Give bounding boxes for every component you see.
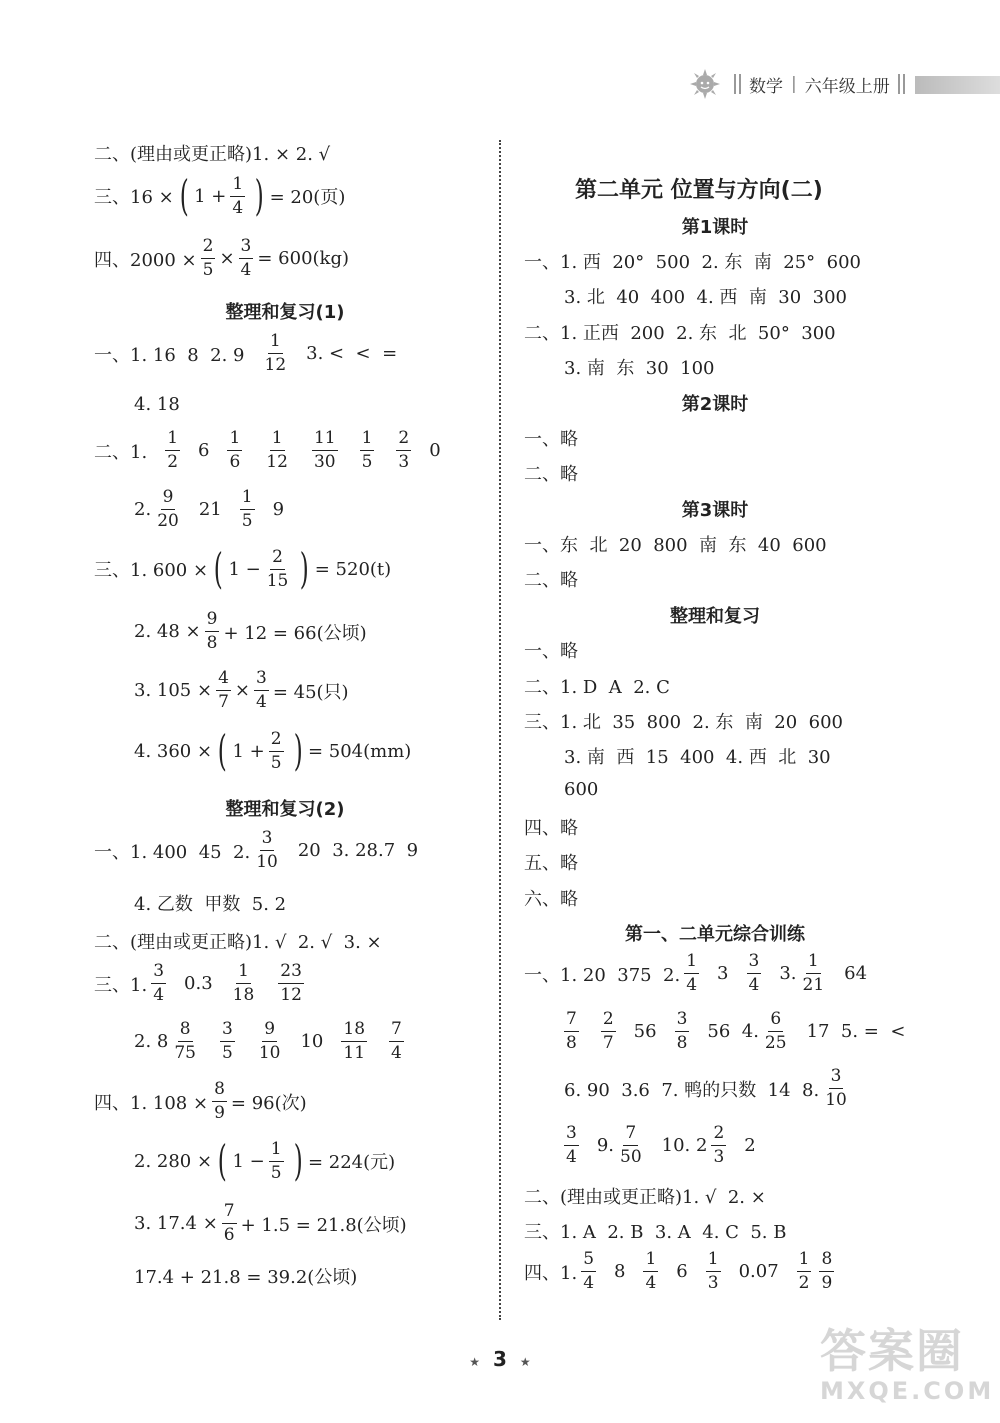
section-heading: 整理和复习(1) — [225, 302, 345, 323]
answer-text: 3 — [717, 963, 729, 984]
answer-text: 四、1. — [524, 1262, 578, 1284]
fraction: $\frac{1}{4}$ — [686, 951, 698, 995]
answer-text: 1 + — [194, 185, 227, 207]
header-bars — [898, 74, 905, 94]
fraction: $\frac{1}{21}$ — [802, 951, 825, 995]
answer-text: 8 — [614, 1261, 626, 1282]
answer-line — [134, 890, 286, 916]
answer-line — [94, 140, 330, 166]
star-icon: ★ — [519, 1355, 531, 1369]
fraction: $\frac{3}{4}$ — [153, 961, 165, 1005]
answer-text: 4. 360 × — [134, 740, 213, 762]
answer-text: 六、略 — [524, 889, 578, 910]
header-separator: | — [791, 74, 797, 94]
answer-line — [524, 566, 578, 592]
answer-text: 四、1. 108 × — [94, 1092, 209, 1114]
section-heading: 整理和复习 — [670, 606, 760, 627]
answer-line — [524, 248, 861, 274]
answer-text: 四、略 — [524, 818, 578, 839]
answer-text: 2 — [744, 1135, 756, 1156]
left-paren: ( — [217, 726, 227, 775]
answer-line — [134, 394, 180, 415]
answer-line — [564, 779, 598, 800]
answer-text: + 12 = 66(公顷) — [223, 622, 367, 644]
fraction: $\frac{8}{9}$ — [214, 1079, 225, 1123]
answer-line — [94, 544, 392, 593]
answer-line — [524, 885, 578, 911]
answer-line — [524, 708, 843, 734]
answer-text: 二、1. D A 2. C — [524, 677, 670, 698]
answer-text: 五、略 — [524, 853, 578, 874]
section-heading: 整理和复习(2) — [225, 799, 345, 820]
answer-text: 20 3. 28.7 9 — [297, 840, 419, 861]
fraction: $\frac{2}{15}$ — [266, 546, 289, 591]
answer-text: = 20(页) — [269, 187, 346, 208]
fraction: $\frac{1}{4}$ — [645, 1249, 657, 1293]
answer-text: 0.3 — [184, 973, 213, 994]
answer-text: 四、2000 × — [94, 249, 197, 271]
answer-line — [524, 1218, 786, 1244]
answer-text: × — [219, 248, 235, 269]
answer-text: = 600(kg) — [257, 248, 350, 269]
answer-text: 1 − — [232, 1150, 265, 1172]
answer-text: 0.07 — [738, 1261, 779, 1282]
watermark-logo-text: 答案圈 — [820, 1324, 964, 1378]
answer-text: 56 4. — [707, 1021, 759, 1042]
answer-text: 二、1. — [94, 441, 148, 463]
answer-text: 一、略 — [524, 429, 578, 450]
watermark — [820, 1325, 998, 1420]
fraction: $\frac{2}{5}$ — [202, 236, 214, 280]
answer-text: 三、1. A 2. B 3. A 4. C 5. B — [524, 1222, 787, 1243]
fraction: $\frac{2}{3}$ — [713, 1123, 725, 1167]
answer-text: 二、(理由或更正略)1. × 2. √ — [94, 144, 331, 165]
right-paren: ) — [293, 1136, 303, 1185]
answer-text: 21 — [198, 499, 222, 520]
fraction: $\frac{3}{4}$ — [255, 668, 267, 712]
answer-line — [564, 743, 831, 769]
answer-text: 三、16 × — [94, 187, 174, 208]
answer-line — [524, 319, 836, 345]
fraction: $\frac{18}{11}$ — [343, 1019, 366, 1063]
answer-text: 一、1. 16 8 2. 9 — [94, 344, 245, 366]
answer-text: 6 — [676, 1261, 688, 1282]
answer-text: 9 — [272, 499, 285, 520]
fraction: $\frac{1}{2}$ — [167, 428, 179, 472]
answer-line — [524, 460, 578, 486]
left-paren: ( — [217, 1136, 227, 1185]
lesson-heading: 第2课时 — [681, 394, 749, 415]
header-gray-bar — [915, 76, 1000, 94]
answer-text: 三、1. 北 35 800 2. 东 南 20 600 — [524, 712, 843, 733]
answer-text: 56 — [633, 1021, 657, 1042]
answer-text: = 520(t) — [314, 558, 392, 580]
answer-text: 3. 南 东 30 100 — [564, 358, 715, 379]
answer-text: + 1.5 = 21.8(公顷) — [240, 1214, 407, 1236]
answer-text: 0 — [429, 440, 441, 461]
answer-text: 3. — [779, 963, 797, 984]
answer-text: 2. — [134, 499, 152, 520]
fraction: $\frac{1}{4}$ — [232, 173, 244, 218]
answer-text: 1 + — [232, 740, 265, 762]
answer-line — [564, 283, 847, 309]
answer-text: = 96(次) — [230, 1092, 307, 1114]
fraction: $\frac{9}{20}$ — [157, 487, 179, 531]
answer-line — [564, 354, 715, 380]
answer-text: 2. 280 × — [134, 1150, 213, 1172]
answer-text: 2. 8 — [134, 1031, 169, 1052]
answer-text: 3. 17.4 × — [134, 1213, 218, 1234]
answer-line — [134, 1136, 396, 1185]
fraction: $\frac{2}{5}$ — [270, 728, 282, 773]
answer-text: 600 — [564, 779, 599, 800]
left-paren: ( — [179, 171, 189, 220]
fraction: $\frac{8}{9}$ — [821, 1249, 833, 1293]
answer-text: 二、1. 正西 200 2. 东 北 50° 300 — [524, 323, 836, 344]
answer-text: 一、略 — [524, 641, 578, 662]
answer-line — [94, 830, 418, 871]
fraction: $\frac{2}{7}$ — [602, 1009, 614, 1053]
fraction: $\frac{7}{6}$ — [223, 1201, 235, 1245]
answer-text: 17 5. = < — [806, 1021, 906, 1042]
answer-text: 4. 乙数 甲数 5. 2 — [134, 894, 287, 915]
answer-line — [134, 670, 349, 711]
fraction: $\frac{1}{2}$ — [798, 1249, 810, 1293]
answer-line — [134, 1263, 357, 1289]
answer-line — [560, 1125, 756, 1166]
fraction: $\frac{1}{5}$ — [270, 1138, 282, 1183]
answer-text: 6. 90 3.6 7. 鸭的只数 14 8. — [564, 1079, 820, 1101]
answer-text: 1 − — [228, 558, 261, 580]
fraction: $\frac{1}{12}$ — [266, 428, 288, 472]
answer-text: 4. 18 — [134, 394, 180, 415]
answer-line — [94, 963, 308, 1004]
fraction: $\frac{3}{8}$ — [676, 1009, 688, 1053]
answer-text: 一、1. 20 375 2. — [524, 964, 681, 986]
answer-line — [524, 531, 827, 557]
answer-text: 二、(理由或更正略)1. √ 2. × — [524, 1187, 766, 1208]
answer-line — [560, 1011, 905, 1052]
running-header — [690, 68, 913, 100]
answer-line — [94, 333, 397, 374]
answer-line — [524, 1183, 766, 1209]
sun-logo-icon — [690, 69, 720, 99]
answer-text: 9. — [596, 1135, 615, 1156]
answer-line — [524, 637, 578, 663]
answer-text: = 45(只) — [272, 681, 349, 703]
fraction: $\frac{1}{5}$ — [361, 428, 373, 472]
answer-line — [94, 928, 382, 954]
answer-line — [524, 425, 578, 451]
answer-line — [134, 611, 367, 652]
answer-text: 一、东 北 20 800 南 东 40 600 — [524, 535, 827, 556]
fraction: $\frac{23}{12}$ — [280, 961, 302, 1005]
lesson-heading: 第3课时 — [681, 500, 749, 521]
answer-line — [524, 814, 578, 840]
answer-line — [524, 673, 670, 699]
fraction: $\frac{4}{7}$ — [218, 668, 229, 712]
section-heading: 第一、二单元综合训练 — [625, 924, 805, 945]
right-paren: ) — [293, 726, 303, 775]
answer-text: 3. < < = — [306, 343, 398, 364]
star-icon: ★ — [469, 1355, 481, 1369]
answer-text: × — [234, 680, 250, 701]
answer-line — [524, 953, 867, 994]
answer-text: 64 — [844, 963, 868, 984]
answer-line — [134, 726, 412, 775]
header-subject: 数学 — [749, 76, 783, 97]
answer-text: 一、1. 西 20° 500 2. 东 南 25° 600 — [524, 252, 861, 273]
answer-text: 二、略 — [524, 570, 578, 591]
fraction: $\frac{11}{30}$ — [313, 428, 336, 472]
fraction: $\frac{3}{5}$ — [222, 1019, 233, 1063]
fraction: $\frac{3}{10}$ — [256, 828, 278, 872]
header-grade: 六年级上册 — [804, 76, 890, 97]
fraction: $\frac{9}{10}$ — [258, 1019, 281, 1063]
fraction: $\frac{7}{50}$ — [620, 1123, 642, 1167]
answer-text: 10. 2 — [661, 1135, 708, 1156]
answer-text: 三、1. 600 × — [94, 560, 209, 581]
unit-title: 第二单元 位置与方向(二) — [575, 178, 823, 203]
answer-line — [524, 1251, 838, 1292]
fraction: $\frac{1}{18}$ — [232, 961, 255, 1005]
column-divider — [499, 140, 501, 1320]
answer-text: 10 — [300, 1031, 324, 1052]
fraction: $\frac{7}{8}$ — [566, 1009, 577, 1053]
answer-text: 二、略 — [524, 464, 578, 485]
fraction: $\frac{1}{3}$ — [707, 1249, 719, 1293]
answer-line — [94, 430, 441, 471]
answer-text: 三、1. — [94, 974, 148, 996]
answer-text: 17.4 + 21.8 = 39.2(公顷) — [134, 1267, 358, 1288]
fraction: $\frac{5}{4}$ — [583, 1249, 595, 1293]
page-number-value: 3 — [493, 1347, 507, 1371]
fraction: $\frac{3}{4}$ — [240, 236, 252, 280]
left-paren: ( — [213, 544, 223, 593]
fraction: $\frac{2}{3}$ — [398, 428, 410, 472]
answer-line — [134, 1021, 408, 1062]
answer-text: 2. 48 × — [134, 621, 201, 642]
answer-text: 二、(理由或更正略)1. √ 2. √ 3. × — [94, 932, 382, 953]
fraction: $\frac{9}{8}$ — [206, 609, 218, 653]
answer-line — [134, 489, 284, 530]
fraction: $\frac{3}{4}$ — [566, 1123, 577, 1167]
answer-line — [524, 849, 578, 875]
fraction: $\frac{6}{25}$ — [764, 1009, 787, 1053]
answer-text: 3. 南 西 15 400 4. 西 北 30 — [564, 747, 831, 768]
answer-text: = 224(元) — [307, 1152, 396, 1173]
header-bars — [734, 74, 741, 94]
lesson-heading: 第1课时 — [681, 217, 749, 238]
answer-line — [94, 171, 346, 220]
fraction: $\frac{1}{12}$ — [264, 331, 287, 375]
answer-line — [134, 1203, 407, 1244]
watermark-url: MXQE.COM — [820, 1377, 995, 1405]
fraction: $\frac{1}{5}$ — [241, 487, 253, 531]
answer-text: = 504(mm) — [307, 740, 412, 762]
fraction: $\frac{8}{75}$ — [174, 1019, 196, 1063]
fraction: $\frac{1}{6}$ — [229, 428, 241, 472]
answer-text: 6 — [198, 440, 210, 461]
right-paren: ) — [254, 171, 264, 220]
fraction: $\frac{3}{4}$ — [748, 951, 760, 995]
right-paren: ) — [300, 544, 310, 593]
fraction: $\frac{7}{4}$ — [391, 1019, 402, 1063]
answer-line — [94, 238, 349, 279]
answer-line — [94, 1081, 307, 1122]
answer-text: 3. 105 × — [134, 680, 213, 701]
answer-text: 一、1. 400 45 2. — [94, 841, 251, 863]
answer-line — [564, 1068, 853, 1109]
fraction: $\frac{3}{10}$ — [825, 1066, 847, 1110]
answer-text: 3. 北 40 400 4. 西 南 30 300 — [564, 287, 847, 308]
